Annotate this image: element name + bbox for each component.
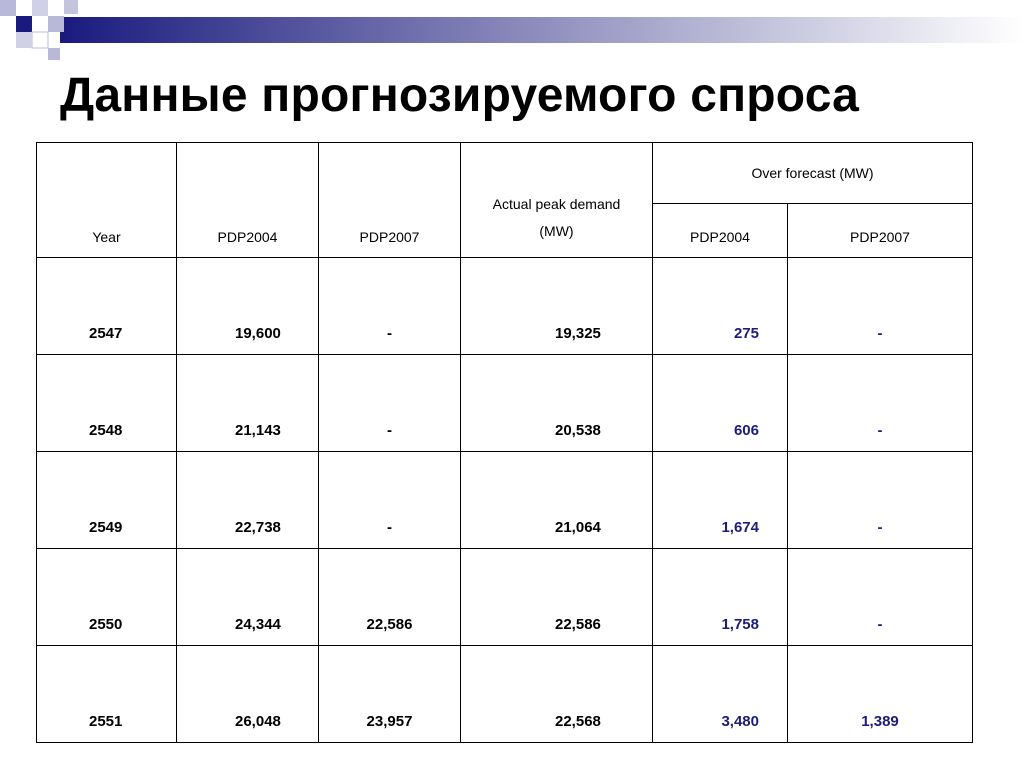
demand-table [36, 142, 973, 743]
cell-pdp2004: 24,344 [177, 549, 319, 646]
header-pdp2007: PDP2007 [319, 143, 461, 258]
table-row [37, 355, 973, 452]
cell-pdp2004: 19,600 [177, 258, 319, 355]
cell-actual: 22,586 [461, 549, 653, 646]
cell-pdp2007: - [319, 452, 461, 549]
header-actual-line2: (MW) [539, 223, 574, 239]
cell-over-pdp2004: 1,758 [653, 549, 788, 646]
table-row [37, 549, 973, 646]
cell-pdp2004: 22,738 [177, 452, 319, 549]
cell-over-pdp2007: 1,389 [788, 646, 973, 743]
header-over-forecast: Over forecast (MW) [653, 143, 973, 204]
cell-pdp2007: - [319, 258, 461, 355]
header-row-top [37, 143, 973, 204]
cell-actual: 19,325 [461, 258, 653, 355]
cell-pdp2004: 21,143 [177, 355, 319, 452]
cell-year: 2549 [37, 452, 177, 549]
cell-over-pdp2007: - [788, 549, 973, 646]
slide-header-decoration [0, 0, 1024, 60]
header-actual-peak-demand [461, 143, 653, 258]
header-year: Year [37, 143, 177, 258]
table-row [37, 646, 973, 743]
cell-over-pdp2004: 3,480 [653, 646, 788, 743]
cell-over-pdp2004: 606 [653, 355, 788, 452]
cell-pdp2007: - [319, 355, 461, 452]
table-row [37, 258, 973, 355]
header-actual-line1: Actual peak demand [492, 196, 621, 212]
cell-over-pdp2007: - [788, 258, 973, 355]
cell-year: 2548 [37, 355, 177, 452]
header-over-pdp2004: PDP2004 [653, 204, 788, 258]
cell-pdp2004: 26,048 [177, 646, 319, 743]
cell-over-pdp2007: - [788, 452, 973, 549]
header-pdp2004: PDP2004 [177, 143, 319, 258]
cell-over-pdp2004: 1,674 [653, 452, 788, 549]
cell-over-pdp2004: 275 [653, 258, 788, 355]
header-over-pdp2007: PDP2007 [788, 204, 973, 258]
cell-year: 2550 [37, 549, 177, 646]
cell-over-pdp2007: - [788, 355, 973, 452]
table-row [37, 452, 973, 549]
cell-pdp2007: 22,586 [319, 549, 461, 646]
cell-actual: 22,568 [461, 646, 653, 743]
slide-title: Данные прогнозируемого спроса [60, 69, 860, 122]
cell-actual: 21,064 [461, 452, 653, 549]
cell-year: 2551 [37, 646, 177, 743]
cell-year: 2547 [37, 258, 177, 355]
cell-actual: 20,538 [461, 355, 653, 452]
cell-pdp2007: 23,957 [319, 646, 461, 743]
